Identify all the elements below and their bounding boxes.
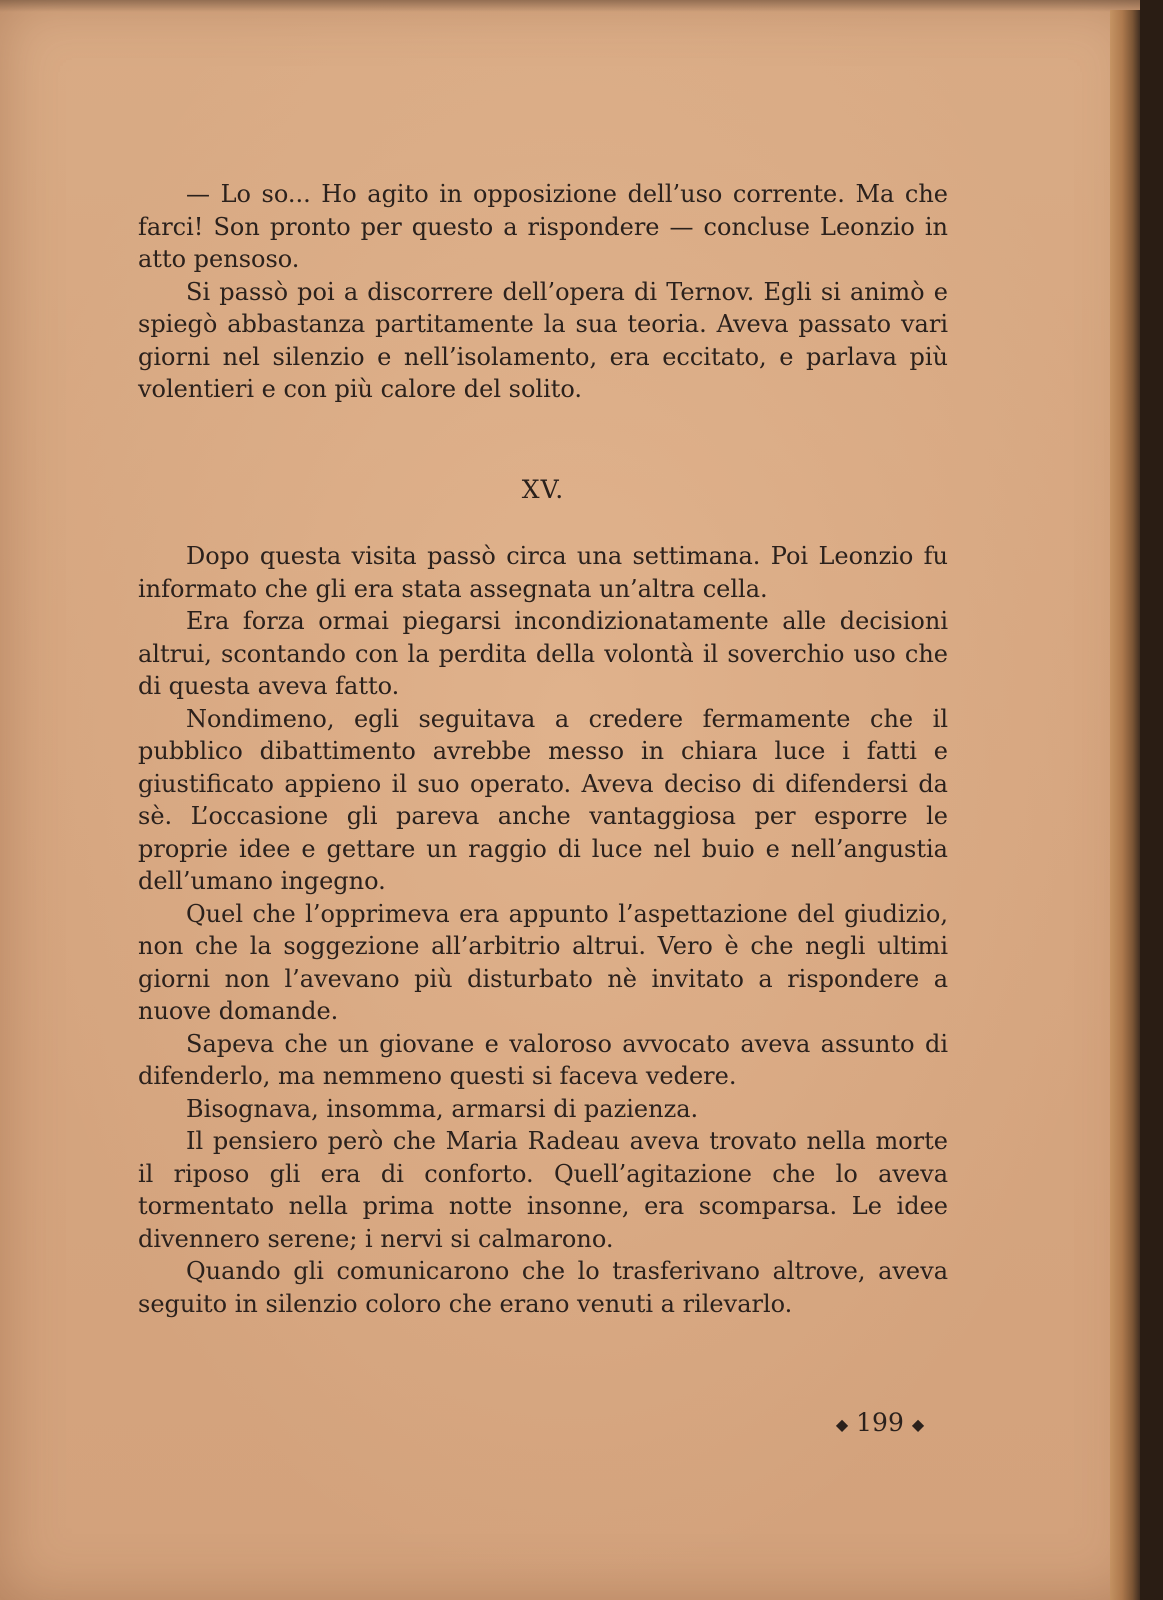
paragraph: Sapeva che un giovane e valoroso avvocato aveva assunto di difenderlo, ma nemmeno questi si faceva vedere.	[138, 1029, 948, 1090]
paragraph: Si passò poi a discorrere dell’opera di Ternov. Egli si animò e spiegò abbastanza partitamente la sua teoria. Aveva passato vari giorni nel silenzio e nell’isolamento, era eccitato, e parlava più volentieri e con più calore del solito.	[138, 277, 948, 403]
paragraph: Quel che l’opprimeva era appunto l’aspettazione del giudizio, non che la soggezione all’arbitrio altrui. Vero è che negli ultimi giorni non l’avevano più disturbato nè invitato a rispondere a nuove domande.	[138, 899, 948, 1025]
paragraph: Dopo questa visita passò circa una settimana. Poi Leonzio fu informato che gli era stata assegnata un’altra cella.	[138, 542, 948, 603]
paragraph: — Lo so... Ho agito in opposizione dell’uso corrente. Ma che farci! Son pronto per questo a rispondere — concluse Leonzio in atto pensoso.	[138, 180, 948, 273]
paragraph: Il pensiero però che Maria Radeau aveva trovato nella morte il riposo gli era di conforto. Quell’agitazione che lo aveva tormentato nella prima notte insonne, era scomparsa. Le idee divennero serene; i nervi si calmarono.	[138, 1127, 948, 1253]
page-top-edge	[0, 0, 1140, 12]
main-text-block	[138, 540, 948, 1320]
paragraph: Era forza ormai piegarsi incondizionatamente alle decisioni altrui, scontando con la perdita della volontà il soverchio uso che di questa aveva fatto.	[138, 607, 948, 700]
paragraph: Quando gli comunicarono che lo trasferivano altrove, aveva seguito in silenzio coloro che erano venuti a rilevarlo.	[138, 1257, 948, 1318]
diamond-ornament-icon: ◆	[911, 1415, 925, 1434]
top-text-block	[138, 178, 948, 406]
page-number	[820, 1408, 940, 1437]
paragraph: Nondimeno, egli seguitava a credere fermamente che il pubblico dibattimento avrebbe messo in chiara luce i fatti e giustificato appieno il suo operato. Aveva deciso di difendersi da sè. L’occasione gli pareva anche vantaggiosa per esporre le proprie idee e gettare un raggio di luce nel buio e nell’angustia dell’umano ingegno.	[138, 704, 948, 895]
diamond-ornament-icon: ◆	[835, 1415, 849, 1434]
page-right-edge	[1110, 10, 1140, 1600]
page-number-value: 199	[856, 1408, 904, 1437]
paragraph: Bisognava, insomma, armarsi di pazienza.	[186, 1094, 699, 1123]
chapter-heading: XV.	[521, 475, 565, 504]
